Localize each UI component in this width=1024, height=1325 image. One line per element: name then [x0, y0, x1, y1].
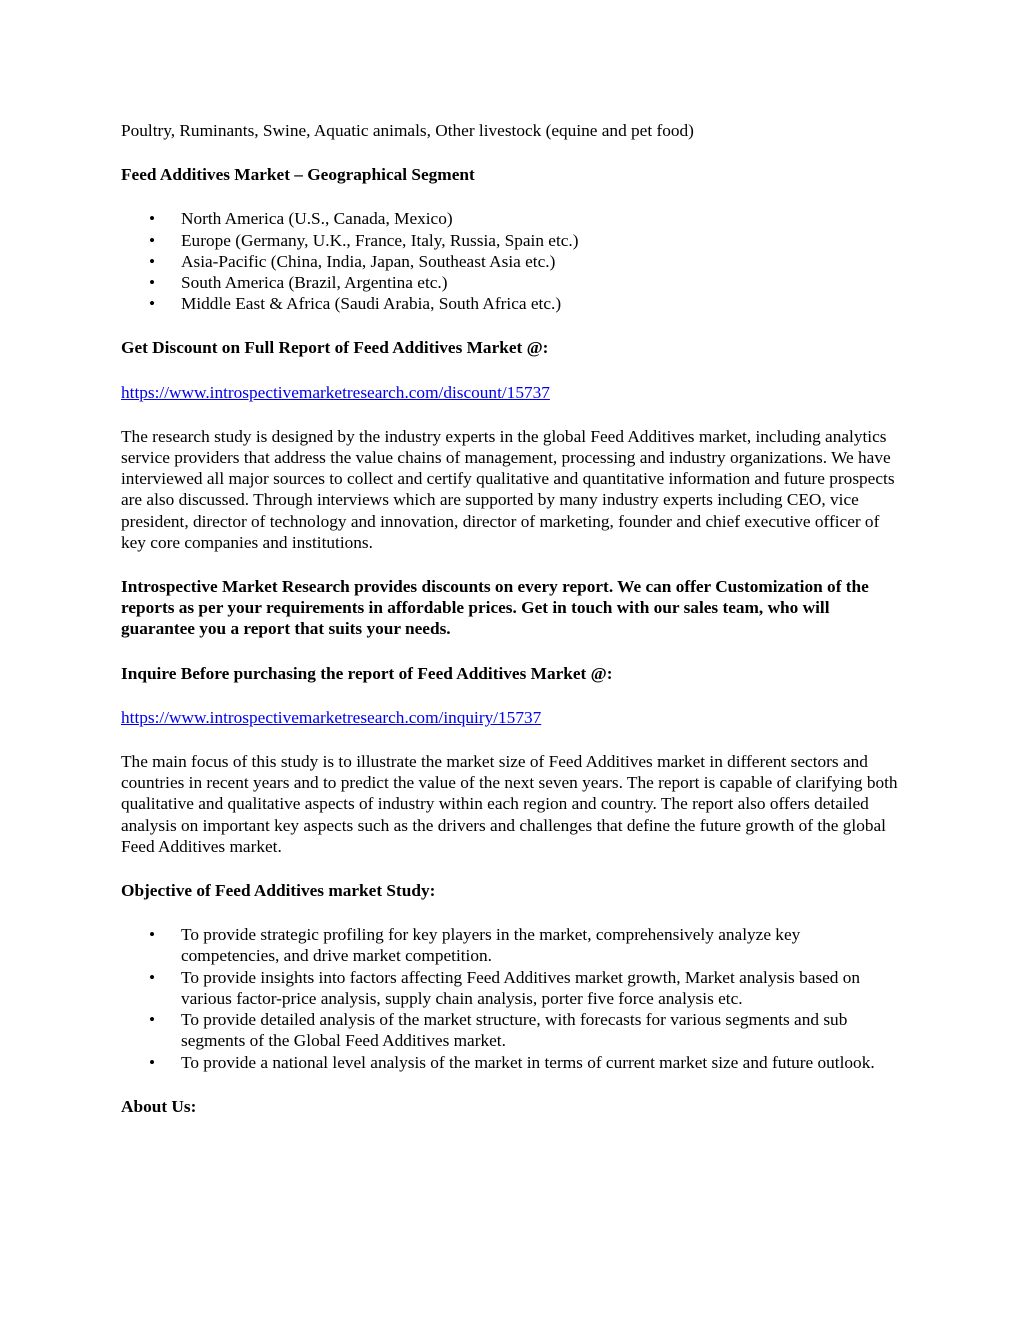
- species-line: Poultry, Ruminants, Swine, Aquatic animals, Other livestock (equine and pet food): [121, 121, 694, 140]
- bullet-icon: •: [149, 967, 156, 987]
- bullet-icon: •: [149, 273, 156, 293]
- regions-list: [121, 208, 901, 314]
- bullet-icon: •: [149, 925, 156, 945]
- objective-heading: Objective of Feed Additives market Study:: [121, 881, 436, 901]
- region-label: South America (Brazil, Argentina etc.): [181, 273, 448, 293]
- list-item: [121, 1009, 901, 1051]
- list-item: [121, 924, 901, 966]
- research-paragraph: The research study is designed by the industry experts in the global Feed Additives market, including analytics service providers that address the value chains of management, processing and industry organizations. We have interviewed all major sources to collect and certify qualitative and quantitative information and future prospects are also discussed. Through interviews which are supported by many industry experts including CEO, vice president, director of technology and innovation, director of marketing, founder and chief executive officer of key core companies and institutions.: [121, 426, 895, 552]
- focus-paragraph: The main focus of this study is to illustrate the market size of Feed Additives market in different sectors and countries in recent years and to predict the value of the next seven years. The report is capable of clarifying both qualitative and qualitative aspects of industry within each region and country. The report also offers detailed analysis on important key aspects such as the drivers and challenges that define the future growth of the global Feed Additives market.: [121, 752, 898, 856]
- bullet-icon: •: [149, 294, 156, 314]
- discount-heading: Get Discount on Full Report of Feed Additives Market @:: [121, 338, 549, 358]
- list-item: [121, 230, 901, 251]
- bullet-icon: •: [149, 251, 156, 271]
- inquiry-link[interactable]: https://www.introspectivemarketresearch.com/inquiry/15737: [121, 707, 542, 727]
- inquiry-heading: Inquire Before purchasing the report of Feed Additives Market @:: [121, 663, 613, 683]
- document-body: [121, 120, 901, 1117]
- bullet-icon: •: [149, 230, 156, 250]
- discount-link[interactable]: https://www.introspectivemarketresearch.com/discount/15737: [121, 382, 550, 402]
- list-item: [121, 293, 901, 314]
- objective-text: To provide a national level analysis of the market in terms of current market size and future outlook.: [181, 1052, 875, 1072]
- about-us-heading: About Us:: [121, 1096, 197, 1116]
- region-label: Asia-Pacific (China, India, Japan, Southeast Asia etc.): [181, 251, 556, 271]
- objective-text: To provide insights into factors affecting Feed Additives market growth, Market analysis based on various factor-price analysis, supply chain analysis, porter five force analysis etc.: [181, 967, 861, 1008]
- objective-text: To provide strategic profiling for key players in the market, comprehensively analyze key competencies, and drive market competition.: [181, 925, 801, 966]
- bullet-icon: •: [149, 1010, 156, 1030]
- list-item: [121, 208, 901, 229]
- bullet-icon: •: [149, 209, 156, 229]
- region-label: Europe (Germany, U.K., France, Italy, Russia, Spain etc.): [181, 230, 579, 250]
- list-item: [121, 272, 901, 293]
- list-item: [121, 1052, 901, 1073]
- objectives-list: [121, 924, 901, 1072]
- geographical-segment-heading: Feed Additives Market – Geographical Segment: [121, 165, 475, 185]
- region-label: Middle East & Africa (Saudi Arabia, South Africa etc.): [181, 294, 562, 314]
- list-item: [121, 967, 901, 1009]
- bullet-icon: •: [149, 1052, 156, 1072]
- list-item: [121, 251, 901, 272]
- objective-text: To provide detailed analysis of the market structure, with forecasts for various segments and sub segments of the Global Feed Additives market.: [181, 1010, 848, 1051]
- discount-promo-paragraph: Introspective Market Research provides discounts on every report. We can offer Customization of the reports as per your requirements in affordable prices. Get in touch with our sales team, who will guarantee you a report that suits your needs.: [121, 577, 869, 639]
- region-label: North America (U.S., Canada, Mexico): [181, 209, 453, 229]
